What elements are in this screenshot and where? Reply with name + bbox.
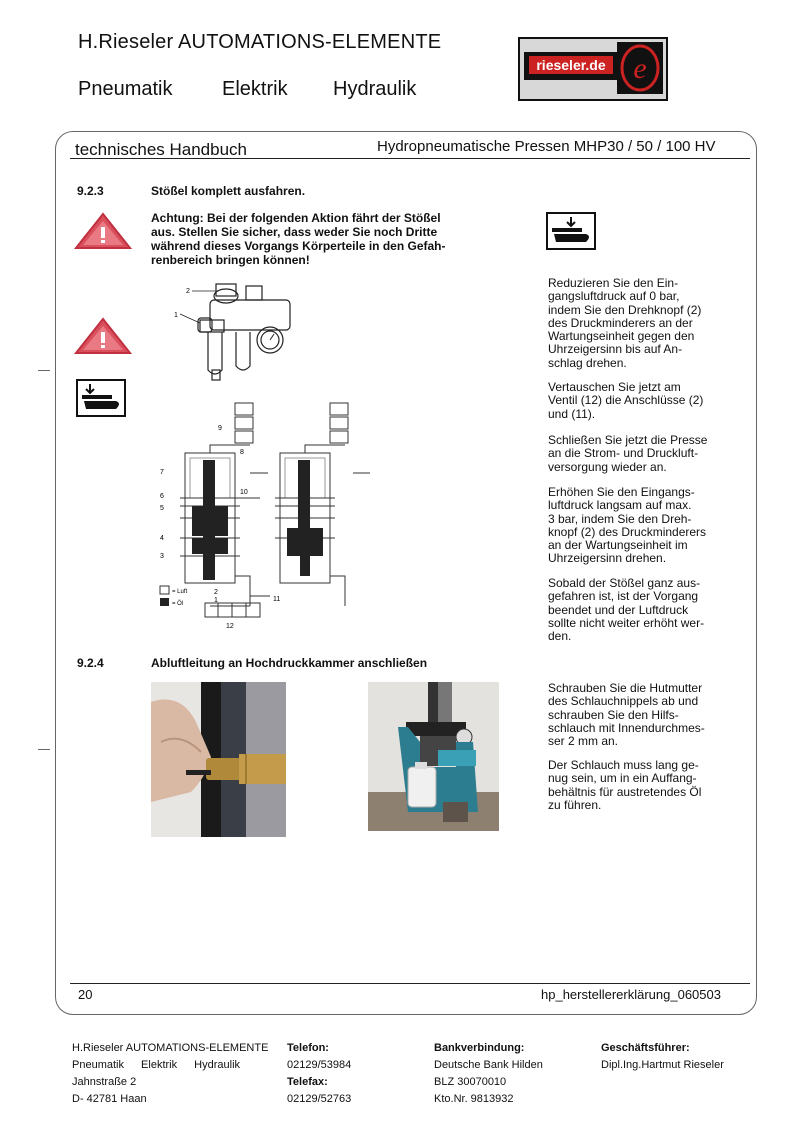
text-line: Uhrzeigersinn drehen. — [548, 551, 667, 566]
footer-blz: BLZ 30070010 — [434, 1076, 507, 1088]
diagram-label: 10 — [240, 489, 248, 496]
diagram-label: 1 — [214, 597, 218, 604]
logo-text: rieseler.de — [529, 56, 613, 74]
nav-hydraulik: Hydraulik — [333, 78, 417, 100]
text-line: gangsluftdruck auf 0 bar, — [548, 289, 680, 304]
instruction-paragraph — [548, 759, 748, 812]
text-line: gefahren ist, ist der Vorgang — [548, 589, 699, 604]
margin-mark — [38, 749, 50, 750]
footer-ceo: Dipl.Ing.Hartmut Rieseler — [601, 1059, 724, 1071]
press-photo — [368, 682, 499, 831]
instruction-paragraph — [548, 434, 748, 474]
footer-nav-item: Elektrik — [141, 1059, 178, 1071]
text-line: Schrauben Sie die Hutmutter — [548, 681, 703, 695]
instruction-paragraph — [548, 682, 748, 748]
footer-divider — [70, 983, 750, 984]
text-line: nug sein, um in ein Auffang- — [548, 771, 697, 786]
company-logo — [518, 37, 668, 101]
footer-nav — [72, 1057, 268, 1074]
footer-bank — [434, 1040, 543, 1108]
footer-tel: 02129/53984 — [287, 1059, 352, 1071]
instruction-paragraph — [548, 486, 748, 566]
footer-fax: 02129/52763 — [287, 1093, 352, 1105]
nav-elektrik: Elektrik — [222, 78, 288, 100]
text-line: Wartungseinheit gegen den — [548, 329, 695, 344]
text-line: indem Sie den Drehknopf (2) — [548, 302, 702, 317]
footer-street: Jahnstraße 2 — [72, 1076, 137, 1088]
text-line: und (11). — [548, 406, 596, 421]
diagram-label: 3 — [160, 553, 164, 560]
diagram-label: 5 — [160, 505, 164, 512]
warning-line: während dieses Vorgangs Körperteile in den Gefah- — [151, 239, 446, 253]
text-line: Uhrzeigersinn bis auf An- — [548, 342, 683, 357]
warning-text — [151, 211, 521, 267]
text-line: zu führen. — [548, 797, 602, 812]
text-line: Der Schlauch muss lang ge- — [548, 758, 699, 772]
hose-connection-photo — [151, 682, 286, 837]
section-number: 9.2.4 — [77, 656, 104, 670]
footer-kto: Kto.Nr. 9813932 — [434, 1093, 514, 1105]
margin-mark — [38, 370, 50, 371]
section-title: Stößel komplett ausfahren. — [151, 184, 306, 198]
text-line: ser 2 mm an. — [548, 734, 619, 749]
diagram-label: 7 — [160, 469, 164, 476]
text-line: des Schlauchnippels ab und — [548, 694, 699, 709]
page-number: 20 — [78, 987, 93, 1002]
text-line: des Druckminderers an der — [548, 315, 693, 330]
footer-city: D- 42781 Haan — [72, 1093, 147, 1105]
warning-line: aus. Stellen Sie sicher, dass weder Sie noch Dritte — [151, 225, 438, 239]
text-line: Ventil (12) die Anschlüsse (2) — [548, 393, 704, 408]
text-line: versorgung wieder an. — [548, 459, 667, 474]
warning-line: renbereich bringen können! — [151, 253, 310, 267]
footer-bank-label: Bankverbindung: — [434, 1042, 525, 1054]
footer-ceo-label: Geschäftsführer: — [601, 1042, 690, 1054]
logo-letter: e — [633, 52, 647, 85]
diagram-label: 11 — [273, 596, 281, 603]
text-line: Schließen Sie jetzt die Presse — [548, 433, 708, 447]
legend-air: = Luft — [172, 589, 188, 595]
doc-right-title: Hydropneumatische Pressen MHP30 / 50 / 100 HV — [377, 138, 716, 155]
text-line: Erhöhen Sie den Eingangs- — [548, 485, 695, 499]
warning-triangle-icon — [73, 211, 133, 251]
text-line: 3 bar, indem Sie den Dreh- — [548, 511, 692, 526]
company-name: H.Rieseler AUTOMATIONS-ELEMENTE — [78, 31, 442, 53]
unit-label-1: 1 — [174, 312, 178, 319]
diagram-label: 4 — [160, 535, 164, 542]
unit-label-2: 2 — [186, 288, 190, 295]
header-divider — [70, 158, 750, 159]
footer-company: H.Rieseler AUTOMATIONS-ELEMENTE — [72, 1042, 269, 1054]
logo-emblem — [617, 42, 663, 94]
diagram-label: 9 — [218, 425, 222, 432]
diagram-label: 2 — [214, 589, 218, 596]
text-line: Vertauschen Sie jetzt am — [548, 380, 681, 394]
text-line: schlag drehen. — [548, 355, 627, 370]
text-line: behältnis für austretendes Öl — [548, 784, 702, 799]
section-title: Abluftleitung an Hochdruckkammer anschließen — [151, 656, 428, 670]
instruction-paragraph — [548, 577, 748, 643]
diagram-label: 8 — [240, 449, 244, 456]
text-line: Reduzieren Sie den Ein- — [548, 276, 679, 290]
footer-bank-name: Deutsche Bank Hilden — [434, 1059, 543, 1071]
text-line: knopf (2) des Druckminderers — [548, 524, 707, 539]
footer-address — [72, 1040, 268, 1108]
document-reference: hp_herstellererklärung_060503 — [541, 987, 721, 1002]
maintenance-unit-drawing — [170, 278, 300, 388]
cylinder-schematic — [140, 398, 380, 638]
text-line: an der Wartungseinheit im — [548, 538, 688, 553]
text-line: luftdruck langsam auf max. — [548, 498, 692, 513]
warning-line: Achtung: Bei der folgenden Aktion fährt der Stößel — [151, 211, 441, 225]
footer-management — [601, 1040, 724, 1074]
instruction-paragraph — [548, 381, 748, 421]
section-number: 9.2.3 — [77, 184, 104, 198]
diagram-label: 6 — [160, 493, 164, 500]
text-line: schrauben Sie den Hilfs- — [548, 707, 679, 722]
footer-nav-item: Pneumatik — [72, 1059, 124, 1071]
text-line: Sobald der Stößel ganz aus- — [548, 576, 701, 590]
warning-triangle-icon — [73, 316, 133, 356]
hand-crush-hazard-icon — [76, 379, 126, 417]
text-line: schlauch mit Innendurchmes- — [548, 720, 705, 735]
instruction-paragraph — [548, 277, 748, 370]
nav-pneumatik: Pneumatik — [78, 78, 173, 100]
footer-fax-label: Telefax: — [287, 1076, 328, 1088]
text-line: den. — [548, 629, 572, 644]
hand-crush-hazard-icon — [546, 212, 596, 250]
text-line: beendet und der Luftdruck — [548, 602, 689, 617]
legend-oil: = Öl — [172, 601, 184, 607]
text-line: sollte nicht weiter erhöht wer- — [548, 615, 705, 630]
footer-contact — [287, 1040, 351, 1108]
footer-tel-label: Telefon: — [287, 1042, 329, 1054]
footer-nav-item: Hydraulik — [194, 1059, 241, 1071]
doc-left-title: technisches Handbuch — [75, 140, 248, 159]
text-line: an die Strom- und Druckluft- — [548, 446, 699, 461]
diagram-label: 12 — [226, 623, 234, 630]
